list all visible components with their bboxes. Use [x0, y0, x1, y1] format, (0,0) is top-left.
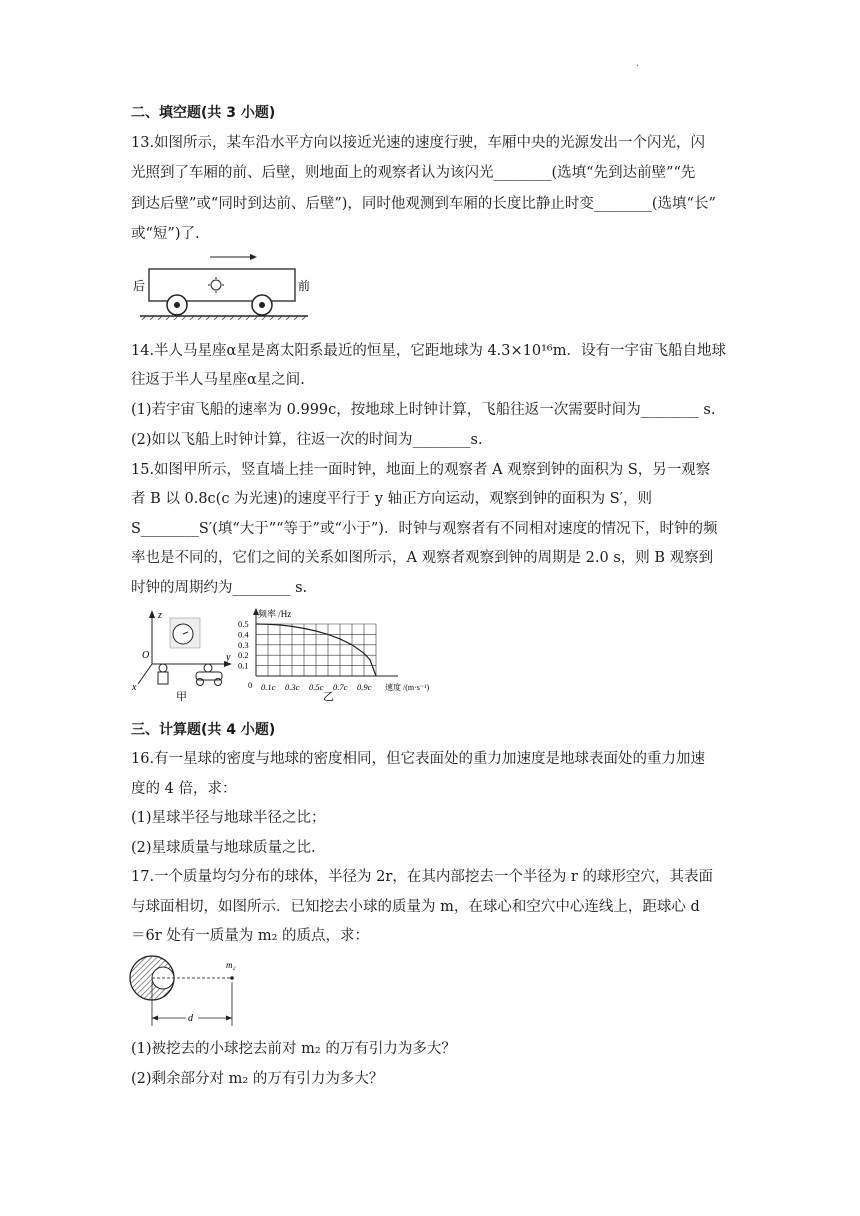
observer-b-icon	[204, 664, 212, 672]
q17-line-1: 17.一个质量均匀分布的球体，半径为 2r，在其内部挖去一个半径为 r 的球形空穴，其表面	[131, 869, 713, 885]
y-tick-label: 0.2	[238, 650, 249, 661]
figure-yi-label: 乙	[323, 691, 334, 702]
x-tick-label: 0.9c	[357, 682, 372, 692]
q17-line-3: ＝6r 处有一质量为 m₂ 的质点，求：	[131, 928, 370, 944]
q15-line-4: 率也是不同的，它们之间的关系如图所示，A 观察者观察到钟的周期是 2.0 s，则 B 观察到	[131, 550, 714, 566]
y-tick-label: 0.4	[238, 629, 249, 640]
chart-xlabel: 速度 /(m·s⁻¹)	[385, 683, 430, 692]
figure-jia-label: 甲	[176, 691, 187, 702]
x-tick-label: 0.7c	[333, 682, 348, 692]
q15-line-1: 15.如图甲所示，竖直墙上挂一面时钟，地面上的观察者 A 观察到钟的面积为 S，另一观察	[131, 462, 711, 478]
q14-line-1: 14.半人马星座α星是离太阳系最近的恒星，它距地球为 4.3×10¹⁶m．设有一宇宙飞船自地球	[131, 343, 726, 359]
observer-a-icon	[159, 664, 167, 672]
x-tick-label: 0.5c	[309, 682, 324, 692]
q16-line-1: 16.有一星球的密度与地球的密度相同，但它表面处的重力加速度是地球表面处的重力加速	[131, 751, 706, 767]
axis-y-label: y	[226, 652, 231, 663]
axis-z-label: z	[158, 610, 162, 621]
y-tick-label: 0.1	[238, 660, 249, 671]
q15-line-2: 者 B 以 0.8c(c 为光速)的速度平行于 y 轴正方向运动，观察到钟的面积为 S′，则	[131, 491, 652, 507]
q14-line-2: 往返于半人马星座α星之间.	[131, 372, 305, 388]
hollow-sphere-figure	[128, 952, 248, 1030]
q13-line-1: 13.如图所示，某车沿水平方向以接近光速的速度行驶，车厢中央的光源发出一个闪光，闪	[131, 135, 706, 151]
y-tick-label: 0.5	[238, 619, 249, 629]
q13-line-3: 到达后壁”或“同时到达前、后壁”)，同时他观测到车厢的长度比静止时变________(选填“长”	[131, 196, 716, 212]
q14-line-4: (2)如以飞船上时钟计算，往返一次的时间为________s.	[131, 432, 483, 448]
q17-line-5: (2)剩余部分对 m₂ 的万有引力为多大？	[131, 1071, 384, 1087]
q15-line-5: 时钟的周期约为________ s.	[131, 580, 308, 596]
q13-line-2: 光照到了车厢的前、后壁，则地面上的观察者认为该闪光________(选填“先到达前壁”“先	[131, 165, 696, 181]
label-d: d	[188, 1013, 193, 1024]
section-2-title: 二、填空题(共 3 小题)	[131, 105, 276, 121]
header-dot: .	[636, 58, 640, 69]
x-tick-label: 0.3c	[285, 682, 300, 692]
label-front: 前	[298, 279, 311, 293]
q13-line-4: 或“短”)了.	[131, 226, 200, 242]
label-back: 后	[133, 279, 146, 293]
q15-line-3: S________S′(填“大于”“等于”或“小于”)．时钟与观察者有不同相对速度的情况下，时钟的频	[131, 521, 718, 537]
q17-line-2: 与球面相切，如图所示．已知挖去小球的质量为 m，在球心和空穴中心连线上，距球心 d	[131, 899, 700, 915]
label-m2: m₂	[226, 960, 236, 970]
q14-line-3: (1)若宇宙飞船的速率为 0.999c，按地球上时钟计算，飞船往返一次需要时间为________ s.	[131, 402, 716, 418]
figure-jia	[130, 606, 240, 702]
frequency-speed-chart	[238, 606, 478, 702]
point-mass-m2	[230, 976, 234, 980]
x-tick-label: 0.1c	[261, 682, 276, 692]
chart-grid	[256, 624, 376, 676]
train-car-figure	[130, 250, 330, 326]
q17-line-4: (1)被挖去的小球挖去前对 m₂ 的万有引力为多大？	[131, 1041, 456, 1057]
axis-x-label: x	[132, 682, 137, 693]
section-3-title: 三、计算题(共 4 小题)	[131, 722, 276, 738]
q16-line-4: (2)星球质量与地球质量之比.	[131, 840, 316, 856]
y-tick-label: 0.3	[238, 639, 249, 650]
q16-line-3: (1)星球半径与地球半径之比；	[131, 810, 326, 826]
q16-line-2: 度的 4 倍，求：	[131, 781, 237, 797]
chart-ylabel: 频率 /Hz	[258, 609, 292, 619]
y-tick-label: 0	[248, 680, 253, 690]
origin-label: O	[142, 650, 150, 661]
